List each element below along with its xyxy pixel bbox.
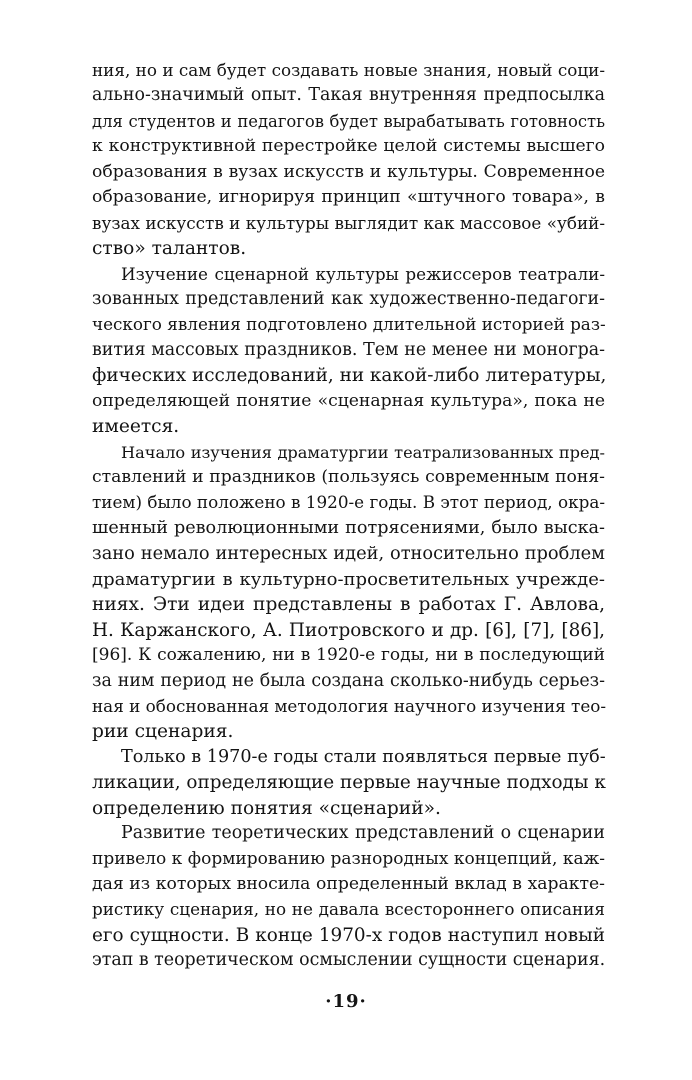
- text-line: ристику сценария, но не давала всестороннего описания: [92, 899, 605, 920]
- text-line: дая из которых вносила определенный вклад в характе-: [92, 874, 605, 894]
- text-line: фических исследований, ни какой-либо литературы,: [92, 365, 607, 387]
- text-line: [96]. К сожалению, ни в 1920-е годы, ни в последующий: [92, 645, 605, 666]
- text-line: ство» талантов.: [92, 238, 247, 260]
- text-line: тием) было положено в 1920-е годы. В этот период, окра-: [92, 492, 605, 513]
- paragraph: [92, 262, 605, 440]
- text-line: ставлений и праздников (пользуясь современным поня-: [92, 467, 605, 487]
- text-line: ально-значимый опыт. Такая внутренняя предпосылка: [92, 85, 605, 106]
- text-line: ниях. Эти идеи представлены в работах Г. Авлова,: [92, 594, 605, 616]
- text-line: Н. Каржанского, А. Пиотровского и др. [6], [7], [86],: [92, 619, 605, 641]
- text-line: вузах искусств и культуры выглядит как массовое «убий-: [92, 212, 605, 233]
- paragraph: [92, 58, 605, 262]
- text-line: вития массовых праздников. Тем не менее ни моногра-: [92, 339, 605, 360]
- text-line: образования в вузах искусств и культуры. Современное: [92, 161, 605, 182]
- text-line: ликации, определяющие первые научные подходы к: [92, 772, 606, 794]
- text-line: за ним период не была создана сколько-нибудь серьез-: [92, 670, 605, 691]
- paragraph: [92, 440, 605, 745]
- text-line: образование, игнорируя принцип «штучного товара», в: [92, 187, 605, 208]
- text-line: Изучение сценарной культуры режиссеров театрали-: [121, 263, 605, 284]
- text-line: Только в 1970-е годы стали появляться первые пуб-: [121, 746, 606, 767]
- text-line: зованных представлений как художественно-педагоги-: [92, 288, 605, 309]
- text-line: этап в теоретическом осмыслении сущности сценария.: [92, 950, 606, 971]
- text-line: ния, но и сам будет создавать новые знания, новый соци-: [92, 60, 605, 80]
- paragraph: [92, 745, 605, 821]
- text-line: имеется.: [92, 416, 180, 438]
- text-line: к конструктивной перестройке целой системы высшего: [92, 136, 605, 157]
- text-line: ная и обоснованная методология научного изучения тео-: [92, 695, 607, 716]
- text-line: для студентов и педагогов будет вырабатывать готовность: [92, 111, 605, 131]
- text-line: шенный революционными потрясениями, было выска-: [92, 517, 605, 538]
- text-line: определяющей понятие «сценарная культура», пока не: [92, 390, 605, 411]
- page-number: ·19·: [325, 991, 367, 1012]
- text-line: зано немало интересных идей, относительно проблем: [92, 543, 605, 565]
- text-line: драматургии в культурно-просветительных учрежде-: [92, 568, 605, 590]
- text-line: Начало изучения драматургии театрализованных пред-: [121, 442, 605, 462]
- paragraph: [92, 821, 605, 974]
- text-line: его сущности. В конце 1970-х годов наступил новый: [92, 924, 605, 946]
- text-line: Развитие теоретических представлений о сценарии: [121, 823, 605, 844]
- book-page-text: [92, 58, 605, 974]
- text-line: определению понятия «сценарий».: [92, 797, 441, 819]
- text-line: рии сценария.: [92, 721, 234, 743]
- text-line: ческого явления подготовлено длительной историей раз-: [92, 314, 606, 335]
- text-line: привело к формированию разнородных концепций, каж-: [92, 848, 605, 869]
